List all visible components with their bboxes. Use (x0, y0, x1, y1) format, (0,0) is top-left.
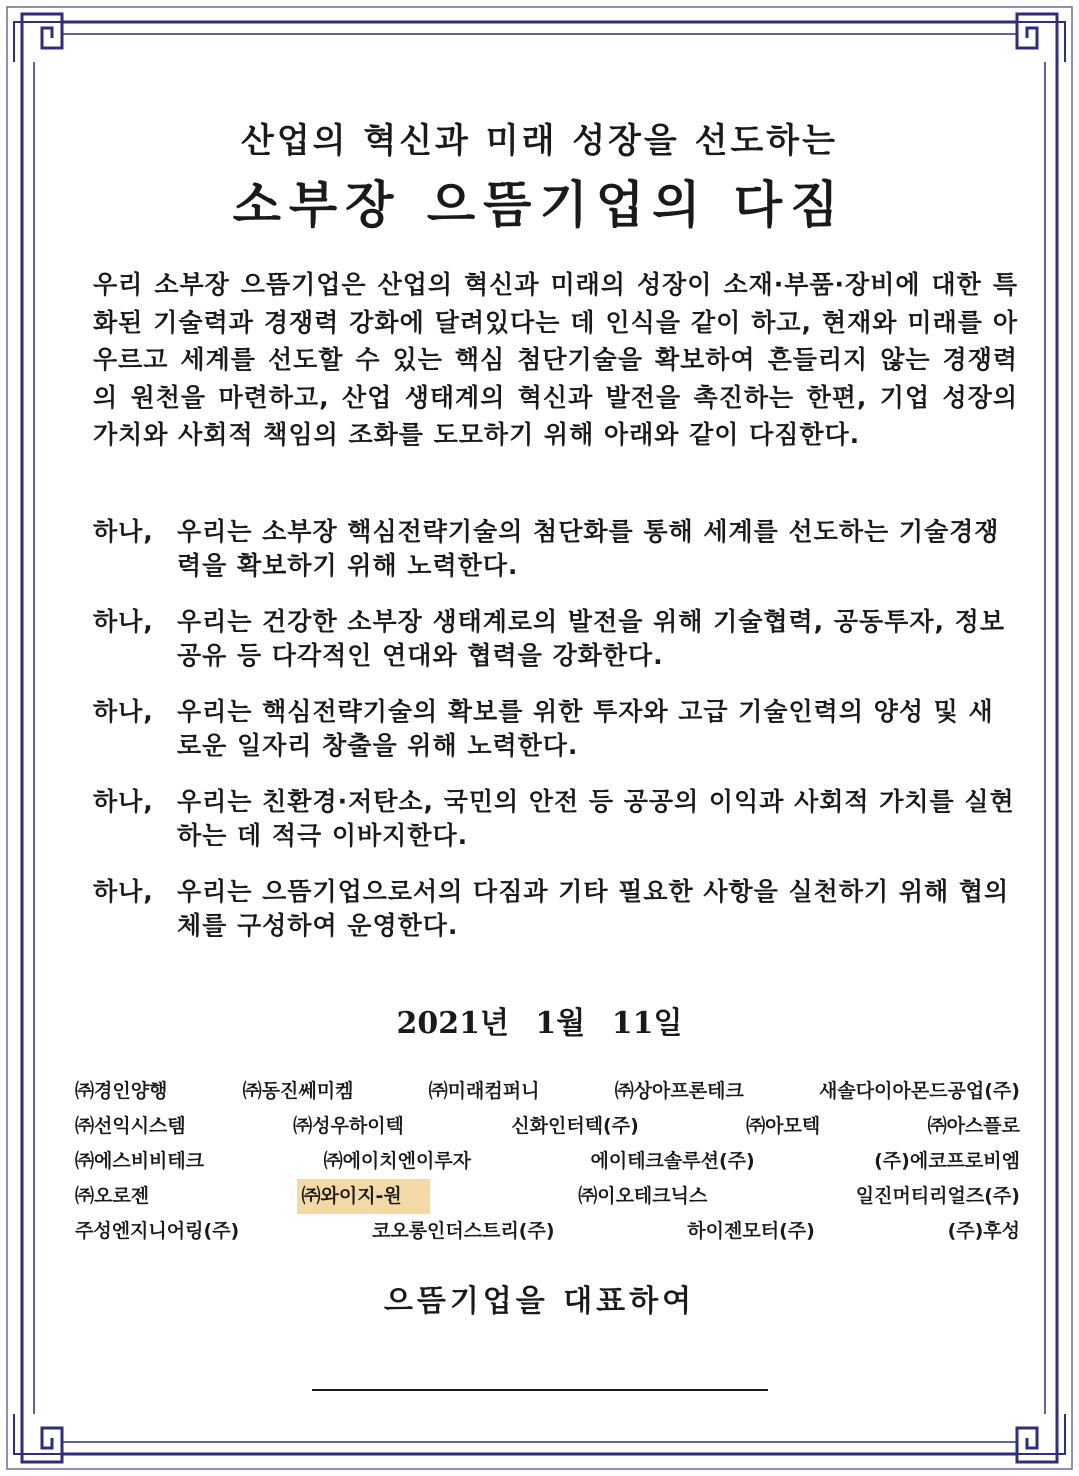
company-name: ㈜성우하이텍 (293, 1115, 404, 1137)
intro-paragraph: 우리 소부장 으뜸기업은 산업의 혁신과 미래의 성장이 소재·부품·장비에 대한 특화된 기술력과 경쟁력 강화에 달려있다는 데 인식을 같이 하고, 현재와 미래를 아우르고 세계를 선도할 수 있는 핵심 첨단기술을 확보하여 흔들리지 않는 경쟁력의 원천을 마련하고, 산업 생태계의 혁신과 발전을 촉진하는 한편, 기업 성장의 가치와 사회적 책임의 조화를 도모하기 위해 아래와 같이 다짐한다. (93, 270, 1018, 449)
company-name: 일진머티리얼즈(주) (855, 1185, 1020, 1207)
company-row (75, 1074, 1020, 1109)
pledge-text: 우리는 으뜸기업으로서의 다짐과 기타 필요한 사항을 실천하기 위해 협의체를 구성하여 운영한다. (177, 877, 1010, 940)
pledge-text: 우리는 친환경·저탄소, 국민의 안전 등 공공의 이익과 사회적 가치를 실현하는 데 적극 이바지한다. (177, 787, 1015, 850)
company-name: ㈜오로젠 (75, 1185, 150, 1207)
company-row (75, 1214, 1020, 1249)
company-name: ㈜미래컴퍼니 (428, 1080, 540, 1102)
pledge-item (93, 695, 1018, 763)
company-name: ㈜상아프론테크 (614, 1080, 744, 1102)
company-name: (주)에코프로비엠 (874, 1150, 1020, 1172)
company-name: ㈜에스비비테크 (75, 1150, 205, 1172)
document-subtitle: 산업의 혁신과 미래 성장을 선도하는 (240, 121, 838, 161)
company-row (75, 1109, 1020, 1144)
company-name: 주성엔지니어링(주) (75, 1220, 240, 1242)
company-name: 하이젠모터(주) (687, 1220, 815, 1242)
company-name: ㈜아모텍 (746, 1115, 821, 1137)
company-name: ㈜동진쎄미켐 (242, 1080, 354, 1102)
company-name: ㈜선익시스템 (75, 1115, 186, 1137)
company-name: 에이테크솔루션(주) (590, 1150, 755, 1172)
company-name: 신화인터텍(주) (511, 1115, 639, 1137)
company-name-highlighted: ㈜와이지-원 (297, 1179, 429, 1214)
pledge-text: 우리는 소부장 핵심전략기술의 첨단화를 통해 세계를 선도하는 기술경쟁력을 확보하기 위해 노력한다. (177, 517, 1000, 580)
company-name: ㈜에이치엔이루자 (323, 1150, 472, 1172)
pledge-item (93, 785, 1018, 853)
document-title: 소부장 으뜸기업의 다짐 (232, 176, 847, 234)
company-row (75, 1144, 1020, 1179)
pledge-head: 하나, (93, 787, 154, 816)
signature-line (312, 1389, 768, 1391)
company-name: ㈜아스플로 (927, 1115, 1020, 1137)
pledge-head: 하나, (93, 517, 154, 546)
company-row (75, 1179, 1020, 1214)
pledge-item (93, 605, 1018, 673)
pledge-head: 하나, (93, 697, 154, 726)
pledge-list (93, 515, 1018, 965)
pledge-head: 하나, (93, 877, 154, 906)
document-date: 2021년 1월 11일 (396, 1006, 683, 1041)
company-name: ㈜이오테크닉스 (578, 1185, 708, 1207)
pledge-text: 우리는 핵심전략기술의 확보를 위한 투자와 고급 기술인력의 양성 및 새로운 일자리 창출을 위해 노력한다. (177, 697, 994, 760)
company-name: 코오롱인더스트리(주) (371, 1220, 555, 1242)
pledge-head: 하나, (93, 607, 154, 636)
company-list (75, 1074, 1020, 1249)
pledge-item (93, 875, 1018, 943)
company-name: 새솔다이아몬드공업(주) (819, 1080, 1020, 1102)
pledge-text: 우리는 건강한 소부장 생태계로의 발전을 위해 기술협력, 공동투자, 정보공유 등 다각적인 연대와 협력을 강화한다. (177, 607, 1005, 670)
company-name: (주)후성 (947, 1220, 1020, 1242)
company-name: ㈜경인양행 (75, 1080, 168, 1102)
representative-label: 으뜸기업을 대표하여 (383, 1284, 696, 1319)
pledge-item (93, 515, 1018, 583)
